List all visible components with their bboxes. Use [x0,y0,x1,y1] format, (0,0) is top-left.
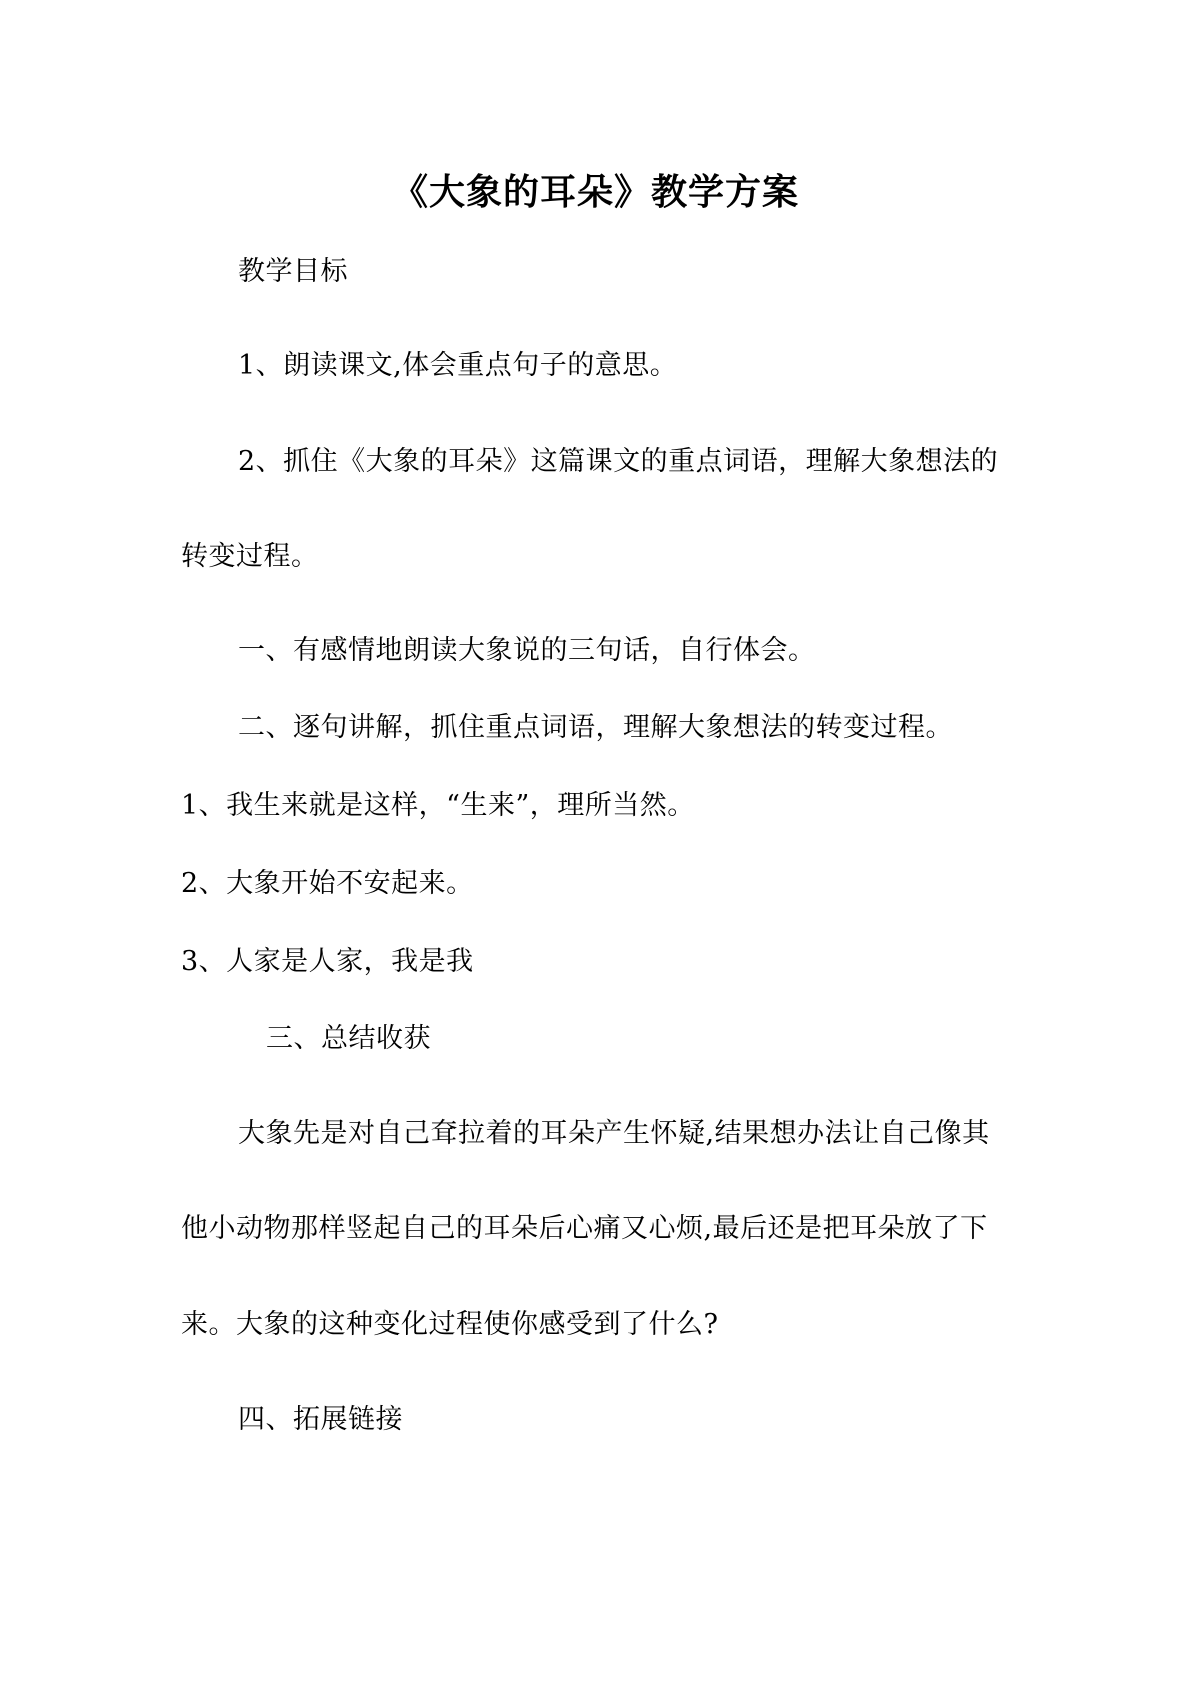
sentence-item-2: 2、大象开始不安起来。 [181,868,474,899]
summary-paragraph-line-1: 大象先是对自己耷拉着的耳朵产生怀疑,结果想办法让自己像其 [238,1118,990,1149]
objective-item-2-continued: 转变过程。 [181,541,319,572]
sentence-item-3: 3、人家是人家，我是我 [181,946,474,977]
summary-paragraph-line-2: 他小动物那样竖起自己的耳朵后心痛又心烦,最后还是把耳朵放了下 [181,1213,988,1244]
section-heading-two: 二、逐句讲解，抓住重点词语，理解大象想法的转变过程。 [238,712,953,743]
sentence-item-1: 1、我生来就是这样，“生来”，理所当然。 [181,790,695,821]
objective-item-2: 2、抓住《大象的耳朵》这篇课文的重点词语，理解大象想法的 [238,446,999,477]
objective-item-1: 1、朗读课文,体会重点句子的意思。 [238,350,678,381]
section-heading-four: 四、拓展链接 [238,1404,403,1435]
summary-paragraph-line-3: 来。大象的这种变化过程使你感受到了什么? [181,1309,719,1340]
document-title: 《大象的耳朵》教学方案 [391,171,799,213]
section-heading-one: 一、有感情地朗读大象说的三句话，自行体会。 [238,635,816,666]
section-heading-objectives: 教学目标 [238,256,348,287]
section-heading-three: 三、总结收获 [266,1023,431,1054]
